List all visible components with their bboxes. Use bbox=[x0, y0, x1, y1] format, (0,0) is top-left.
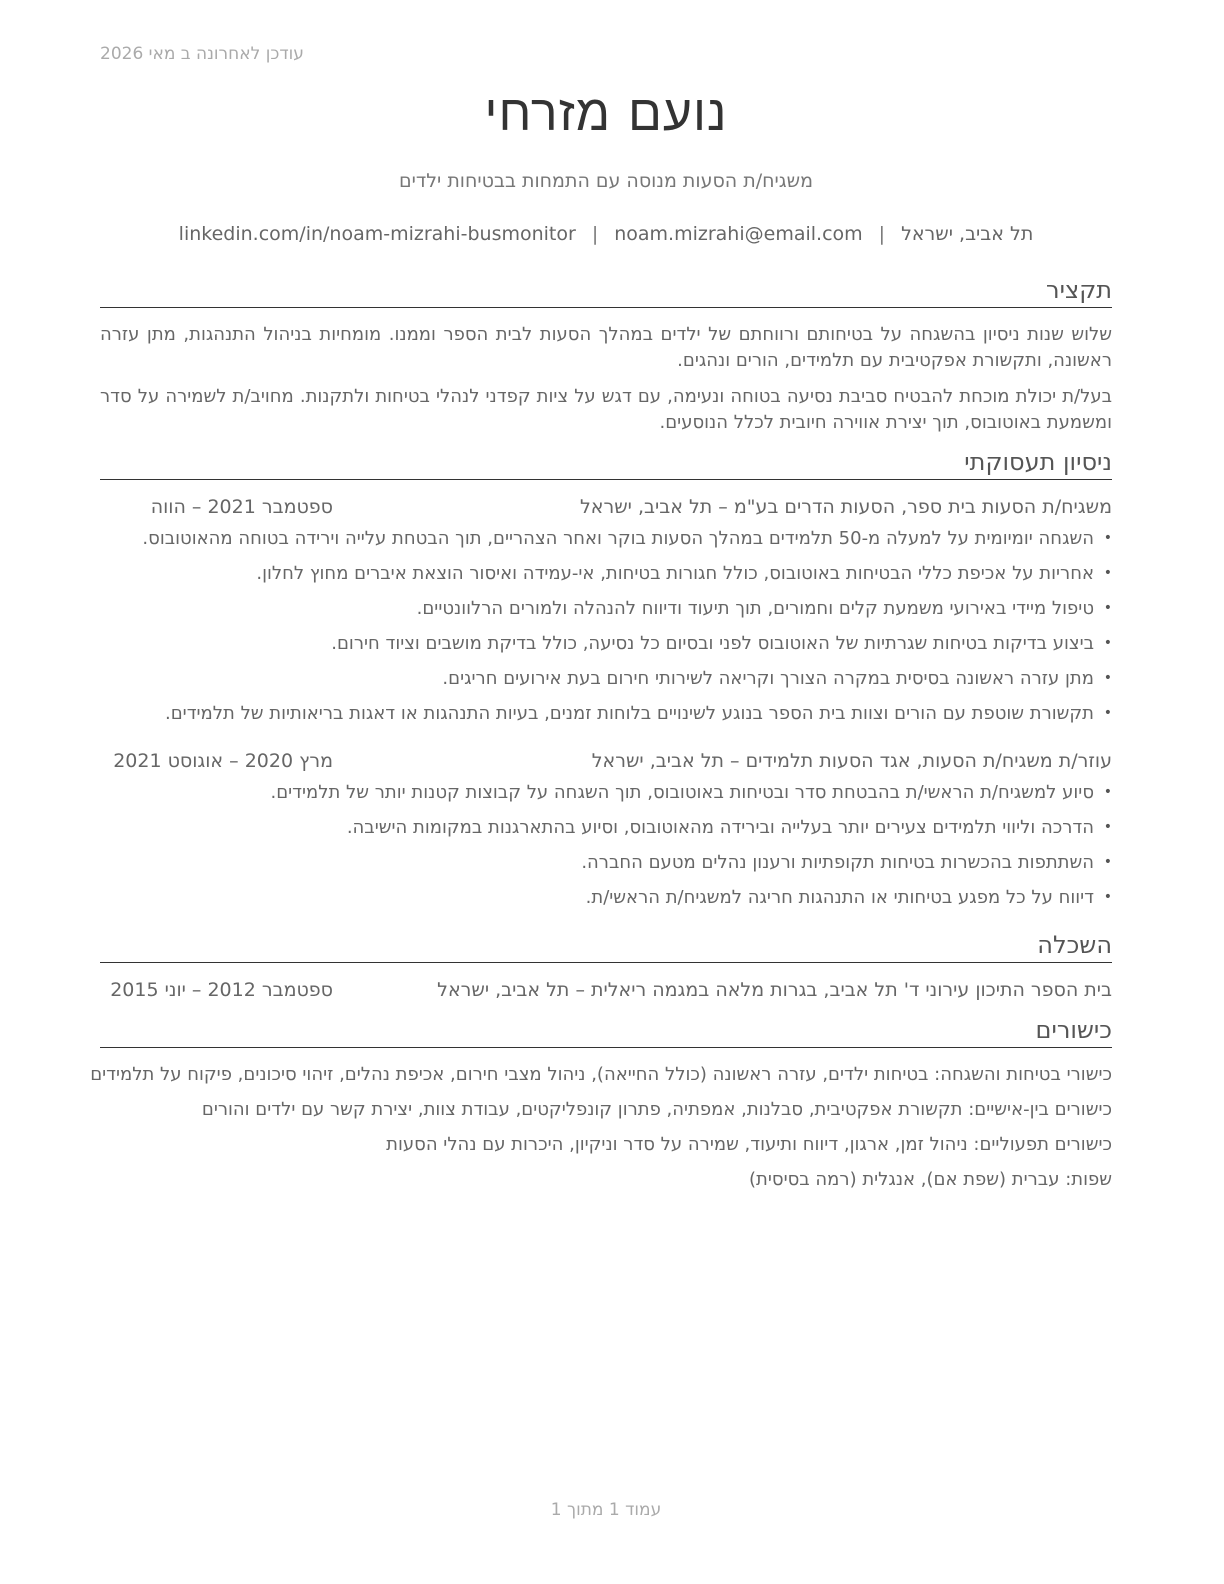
contact-line bbox=[100, 223, 1112, 245]
job-bullets bbox=[100, 521, 1112, 731]
page-footer: עמוד 1 מתוך 1 bbox=[550, 1500, 662, 1520]
education-entry bbox=[100, 976, 1112, 1004]
job-header bbox=[100, 493, 1112, 521]
summary-section bbox=[100, 275, 1112, 436]
job-dates: ספטמבר 2021 – הווה bbox=[150, 496, 333, 518]
job-entry bbox=[100, 747, 1112, 915]
education-institution: בית הספר התיכון עירוני ד' תל אביב, בגרות מלאה במגמה ריאלית – תל אביב, ישראל bbox=[437, 979, 1112, 1001]
resume-page bbox=[90, 0, 1112, 1584]
job-bullet: • הדרכה וליווי תלמידים צעירים יותר בעלייה ובירידה מהאוטובוס, וסיוע בהתארגנות במקומות הישיבה. bbox=[100, 810, 1112, 845]
section-title-skills: כישורים bbox=[100, 1015, 1112, 1048]
section-title-experience: ניסיון תעסוקתי bbox=[100, 447, 1112, 480]
skill-line: כישורים בין-אישיים: תקשורת אפקטיבית, סבלנות, אמפתיה, פתרון קונפליקטים, עבודת צוות, יצירת קשר עם ילדים והורים bbox=[201, 1099, 1112, 1120]
skill-line: כישורים תפעוליים: ניהול זמן, ארגון, דיווח ותיעוד, שמירה על סדר וניקיון, היכרות עם נהלי הסעות bbox=[386, 1134, 1112, 1155]
education-section bbox=[100, 930, 1112, 1004]
job-bullet: • מתן עזרה ראשונה בסיסית במקרה הצורך וקריאה לשירותי חירום בעת אירועים חריגים. bbox=[100, 661, 1112, 696]
job-bullet: • תקשורת שוטפת עם הורים וצוות בית הספר בנוגע לשינויים בלוחות זמנים, בעיות התנהגות או דאגות בריאותיות של תלמידים. bbox=[100, 696, 1112, 731]
contact-email[interactable]: noam.mizrahi@email.com bbox=[614, 223, 863, 245]
summary-paragraph: בעל/ת יכולת מוכחת להבטיח סביבת נסיעה בטוחה ונעימה, עם דגש על ציות קפדני לנהלי בטיחות ולתקנות. מחויב/ת לשמירה על סדר ומשמעת באוטובוס, תוך יצירת אווירה חיובית לכלל הנוסעים. bbox=[100, 386, 1112, 433]
section-title-education: השכלה bbox=[100, 930, 1112, 963]
job-title: משגיח/ת הסעות בית ספר, הסעות הדרים בע"מ – תל אביב, ישראל bbox=[580, 496, 1112, 518]
skill-line: שפות: עברית (שפת אם), אנגלית (רמה בסיסית) bbox=[749, 1169, 1112, 1190]
section-title-summary: תקציר bbox=[100, 275, 1112, 308]
job-dates: מרץ 2020 – אוגוסט 2021 bbox=[113, 750, 333, 772]
contact-separator: | bbox=[591, 223, 599, 245]
education-dates: ספטמבר 2012 – יוני 2015 bbox=[110, 979, 333, 1001]
job-bullet: • אחריות על אכיפת כללי הבטיחות באוטובוס, כולל חגורות בטיחות, אי-עמידה ואיסור הוצאת איברים מחוץ לחלון. bbox=[100, 556, 1112, 591]
job-bullet: • דיווח על כל מפגע בטיחותי או התנהגות חריגה למשגיח/ת הראשי/ת. bbox=[100, 880, 1112, 915]
job-header bbox=[100, 747, 1112, 775]
candidate-name: נועם מזרחי bbox=[484, 84, 728, 142]
last-updated-note: עודכן לאחרונה ב מאי 2026 bbox=[100, 44, 304, 64]
job-entry bbox=[100, 493, 1112, 731]
job-bullet: • השתתפות בהכשרות בטיחות תקופתיות ורענון נהלים מטעם החברה. bbox=[100, 845, 1112, 880]
skills-section bbox=[90, 1015, 1112, 1197]
candidate-headline: משגיח/ת הסעות מנוסה עם התמחות בבטיחות ילדים bbox=[399, 170, 813, 192]
job-bullets bbox=[100, 775, 1112, 915]
job-title: עוזר/ת משגיח/ת הסעות, אגד הסעות תלמידים – תל אביב, ישראל bbox=[591, 750, 1112, 772]
contact-linkedin[interactable]: linkedin.com/in/noam-mizrahi-busmonitor bbox=[178, 223, 576, 245]
skill-line: כישורי בטיחות והשגחה: בטיחות ילדים, עזרה ראשונה (כולל החייאה), ניהול מצבי חירום, אכיפת נהלים, זיהוי סיכונים, פיקוח על תלמידים bbox=[90, 1064, 1112, 1085]
experience-section bbox=[100, 447, 1112, 915]
job-bullet: • ביצוע בדיקות בטיחות שגרתיות של האוטובוס לפני ובסיום כל נסיעה, כולל בדיקת מושבים וציוד חירום. bbox=[100, 626, 1112, 661]
job-bullet: • השגחה יומיומית על למעלה מ-50 תלמידים במהלך הסעות בוקר ואחר הצהריים, תוך הבטחת עלייה וירידה בטוחה מהאוטובוס. bbox=[100, 521, 1112, 556]
contact-separator: | bbox=[878, 223, 886, 245]
job-bullet: • סיוע למשגיח/ת הראשי/ת בהבטחת סדר ובטיחות באוטובוס, תוך השגחה על קבוצות קטנות יותר של תלמידים. bbox=[100, 775, 1112, 810]
skills-list bbox=[90, 1057, 1112, 1197]
summary-paragraph: שלוש שנות ניסיון בהשגחה על בטיחותם ורווחתם של ילדים במהלך הסעות לבית הספר וממנו. מומחיות בניהול התנהגות, מתן עזרה ראשונה, ותקשורת אפקטיבית עם תלמידים, הורים ונהגים. bbox=[100, 324, 1112, 371]
job-bullet: • טיפול מיידי באירועי משמעת קלים וחמורים, תוך תיעוד ודיווח להנהלה ולמורים הרלוונטיים. bbox=[100, 591, 1112, 626]
contact-location: תל אביב, ישראל bbox=[901, 223, 1034, 245]
